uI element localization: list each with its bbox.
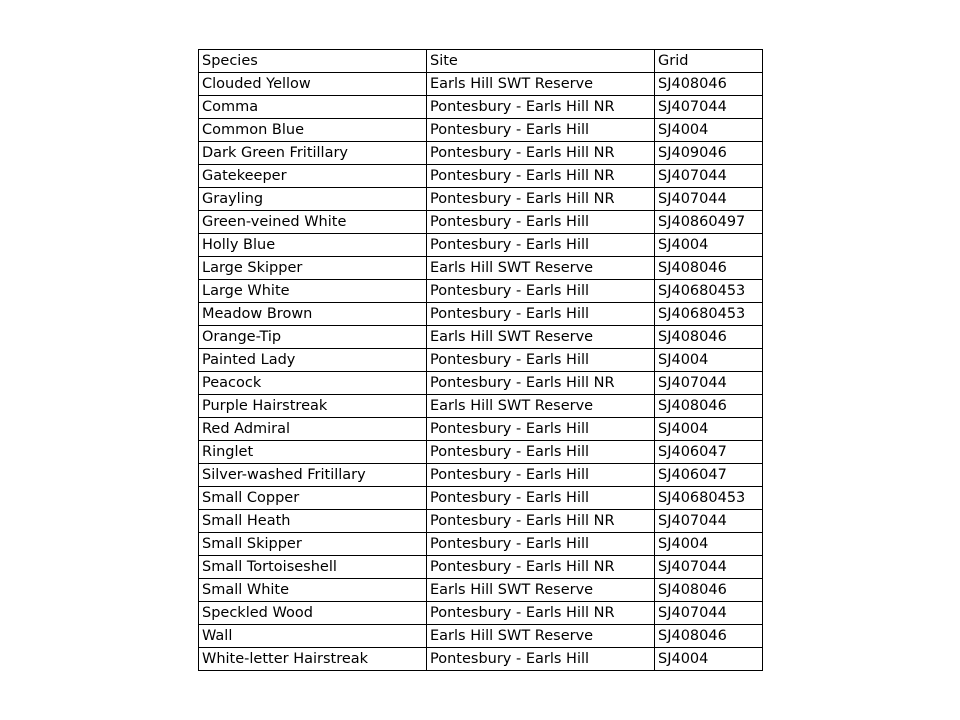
grid-cell: SJ4004 xyxy=(655,418,763,441)
grid-cell: SJ4004 xyxy=(655,119,763,142)
species-cell: Small Skipper xyxy=(199,533,427,556)
table-row xyxy=(199,648,763,671)
site-cell: Pontesbury - Earls Hill xyxy=(427,303,655,326)
grid-cell: SJ407044 xyxy=(655,372,763,395)
grid-cell: SJ406047 xyxy=(655,464,763,487)
table-row xyxy=(199,487,763,510)
table-row xyxy=(199,579,763,602)
table-row xyxy=(199,349,763,372)
grid-cell: SJ407044 xyxy=(655,165,763,188)
grid-cell: SJ407044 xyxy=(655,96,763,119)
grid-header: Grid xyxy=(655,50,763,73)
table-row xyxy=(199,556,763,579)
species-cell: Green-veined White xyxy=(199,211,427,234)
species-cell: Small Heath xyxy=(199,510,427,533)
species-cell: Red Admiral xyxy=(199,418,427,441)
species-cell: Large White xyxy=(199,280,427,303)
table-row xyxy=(199,142,763,165)
site-cell: Pontesbury - Earls Hill xyxy=(427,234,655,257)
site-cell: Pontesbury - Earls Hill xyxy=(427,648,655,671)
species-cell: Comma xyxy=(199,96,427,119)
table-row xyxy=(199,625,763,648)
grid-cell: SJ4004 xyxy=(655,533,763,556)
grid-cell: SJ407044 xyxy=(655,556,763,579)
grid-cell: SJ407044 xyxy=(655,188,763,211)
site-cell: Pontesbury - Earls Hill NR xyxy=(427,188,655,211)
species-cell: Large Skipper xyxy=(199,257,427,280)
table-row xyxy=(199,257,763,280)
species-cell: White-letter Hairstreak xyxy=(199,648,427,671)
table-row xyxy=(199,326,763,349)
site-header: Site xyxy=(427,50,655,73)
grid-cell: SJ40680453 xyxy=(655,280,763,303)
site-cell: Earls Hill SWT Reserve xyxy=(427,326,655,349)
species-cell: Ringlet xyxy=(199,441,427,464)
header-row xyxy=(199,50,763,73)
species-cell: Meadow Brown xyxy=(199,303,427,326)
site-cell: Pontesbury - Earls Hill xyxy=(427,533,655,556)
species-cell: Gatekeeper xyxy=(199,165,427,188)
grid-cell: SJ406047 xyxy=(655,441,763,464)
species-cell: Common Blue xyxy=(199,119,427,142)
table-row xyxy=(199,464,763,487)
table-row xyxy=(199,395,763,418)
species-table xyxy=(198,49,763,671)
table-row xyxy=(199,441,763,464)
site-cell: Pontesbury - Earls Hill xyxy=(427,119,655,142)
site-cell: Pontesbury - Earls Hill xyxy=(427,211,655,234)
site-cell: Pontesbury - Earls Hill NR xyxy=(427,142,655,165)
site-cell: Pontesbury - Earls Hill xyxy=(427,349,655,372)
species-cell: Small Tortoiseshell xyxy=(199,556,427,579)
site-cell: Earls Hill SWT Reserve xyxy=(427,73,655,96)
table-row xyxy=(199,372,763,395)
table-body xyxy=(199,73,763,671)
table-row xyxy=(199,510,763,533)
species-cell: Peacock xyxy=(199,372,427,395)
site-cell: Pontesbury - Earls Hill NR xyxy=(427,556,655,579)
species-cell: Small Copper xyxy=(199,487,427,510)
site-cell: Pontesbury - Earls Hill xyxy=(427,418,655,441)
table-row xyxy=(199,188,763,211)
species-cell: Painted Lady xyxy=(199,349,427,372)
table-row xyxy=(199,119,763,142)
species-cell: Wall xyxy=(199,625,427,648)
grid-cell: SJ40680453 xyxy=(655,303,763,326)
table-row xyxy=(199,234,763,257)
grid-cell: SJ409046 xyxy=(655,142,763,165)
species-cell: Purple Hairstreak xyxy=(199,395,427,418)
table-row xyxy=(199,418,763,441)
table-row xyxy=(199,602,763,625)
site-cell: Pontesbury - Earls Hill NR xyxy=(427,510,655,533)
site-cell: Earls Hill SWT Reserve xyxy=(427,257,655,280)
species-header: Species xyxy=(199,50,427,73)
site-cell: Earls Hill SWT Reserve xyxy=(427,625,655,648)
grid-cell: SJ408046 xyxy=(655,73,763,96)
site-cell: Pontesbury - Earls Hill xyxy=(427,487,655,510)
site-cell: Pontesbury - Earls Hill NR xyxy=(427,96,655,119)
species-cell: Speckled Wood xyxy=(199,602,427,625)
site-cell: Pontesbury - Earls Hill NR xyxy=(427,602,655,625)
species-cell: Small White xyxy=(199,579,427,602)
table-row xyxy=(199,280,763,303)
site-cell: Pontesbury - Earls Hill xyxy=(427,441,655,464)
grid-cell: SJ407044 xyxy=(655,602,763,625)
grid-cell: SJ40680453 xyxy=(655,487,763,510)
species-cell: Silver-washed Fritillary xyxy=(199,464,427,487)
grid-cell: SJ4004 xyxy=(655,234,763,257)
grid-cell: SJ408046 xyxy=(655,625,763,648)
grid-cell: SJ40860497 xyxy=(655,211,763,234)
species-cell: Holly Blue xyxy=(199,234,427,257)
grid-cell: SJ4004 xyxy=(655,349,763,372)
species-cell: Grayling xyxy=(199,188,427,211)
table-row xyxy=(199,165,763,188)
species-cell: Orange-Tip xyxy=(199,326,427,349)
grid-cell: SJ407044 xyxy=(655,510,763,533)
site-cell: Pontesbury - Earls Hill NR xyxy=(427,165,655,188)
species-cell: Dark Green Fritillary xyxy=(199,142,427,165)
site-cell: Pontesbury - Earls Hill NR xyxy=(427,372,655,395)
grid-cell: SJ408046 xyxy=(655,579,763,602)
table-row xyxy=(199,211,763,234)
site-cell: Pontesbury - Earls Hill xyxy=(427,280,655,303)
site-cell: Earls Hill SWT Reserve xyxy=(427,395,655,418)
grid-cell: SJ408046 xyxy=(655,395,763,418)
grid-cell: SJ408046 xyxy=(655,326,763,349)
table-row xyxy=(199,96,763,119)
grid-cell: SJ408046 xyxy=(655,257,763,280)
site-cell: Pontesbury - Earls Hill xyxy=(427,464,655,487)
species-cell: Clouded Yellow xyxy=(199,73,427,96)
table-row xyxy=(199,533,763,556)
table-row xyxy=(199,303,763,326)
site-cell: Earls Hill SWT Reserve xyxy=(427,579,655,602)
table-row xyxy=(199,73,763,96)
grid-cell: SJ4004 xyxy=(655,648,763,671)
